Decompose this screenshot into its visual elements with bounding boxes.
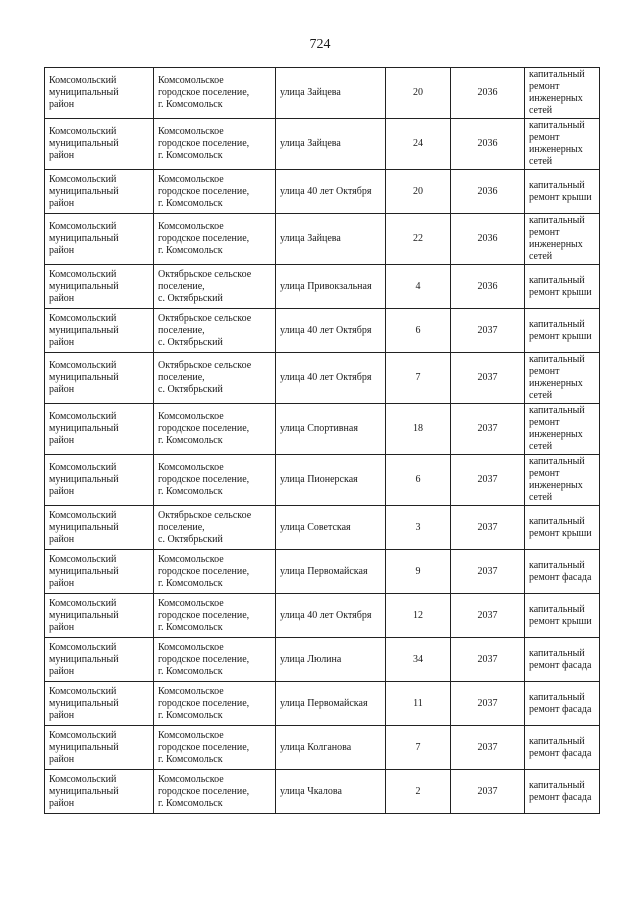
street-cell: улица Чкалова [276, 770, 386, 814]
street-cell: улица 40 лет Октября [276, 353, 386, 404]
house-number-cell: 6 [386, 309, 451, 353]
house-number-cell: 22 [386, 214, 451, 265]
year-cell: 2037 [451, 770, 525, 814]
year-cell: 2037 [451, 404, 525, 455]
street-cell: улица Зайцева [276, 119, 386, 170]
district-cell: Комсомольский муниципальный район [45, 170, 154, 214]
table-row [45, 68, 600, 119]
district-cell: Комсомольский муниципальный район [45, 594, 154, 638]
year-cell: 2036 [451, 170, 525, 214]
settlement-cell: Комсомольское городское поселение, г. Комсомольск [154, 594, 276, 638]
work-type-cell: капитальный ремонт инженерных сетей [525, 353, 600, 404]
year-cell: 2036 [451, 265, 525, 309]
year-cell: 2037 [451, 309, 525, 353]
settlement-cell: Комсомольское городское поселение, г. Комсомольск [154, 638, 276, 682]
table-row [45, 353, 600, 404]
district-cell: Комсомольский муниципальный район [45, 309, 154, 353]
year-cell: 2037 [451, 682, 525, 726]
settlement-cell: Комсомольское городское поселение, г. Комсомольск [154, 455, 276, 506]
table-body [45, 68, 600, 814]
year-cell: 2037 [451, 726, 525, 770]
house-number-cell: 6 [386, 455, 451, 506]
settlement-cell: Комсомольское городское поселение, г. Комсомольск [154, 68, 276, 119]
table-row [45, 119, 600, 170]
house-number-cell: 20 [386, 170, 451, 214]
table-row [45, 550, 600, 594]
settlement-cell: Комсомольское городское поселение, г. Комсомольск [154, 682, 276, 726]
work-type-cell: капитальный ремонт инженерных сетей [525, 404, 600, 455]
house-number-cell: 7 [386, 353, 451, 404]
district-cell: Комсомольский муниципальный район [45, 353, 154, 404]
street-cell: улица 40 лет Октября [276, 594, 386, 638]
table-row [45, 594, 600, 638]
year-cell: 2037 [451, 550, 525, 594]
settlement-cell: Октябрьское сельское поселение, с. Октябрьский [154, 506, 276, 550]
district-cell: Комсомольский муниципальный район [45, 455, 154, 506]
year-cell: 2037 [451, 455, 525, 506]
street-cell: улица 40 лет Октября [276, 170, 386, 214]
work-type-cell: капитальный ремонт крыши [525, 594, 600, 638]
street-cell: улица Первомайская [276, 682, 386, 726]
street-cell: улица Люлина [276, 638, 386, 682]
work-type-cell: капитальный ремонт фасада [525, 770, 600, 814]
street-cell: улица Пионерская [276, 455, 386, 506]
house-number-cell: 34 [386, 638, 451, 682]
street-cell: улица Колганова [276, 726, 386, 770]
district-cell: Комсомольский муниципальный район [45, 119, 154, 170]
district-cell: Комсомольский муниципальный район [45, 682, 154, 726]
table-row [45, 455, 600, 506]
table-row [45, 726, 600, 770]
street-cell: улица Зайцева [276, 68, 386, 119]
work-type-cell: капитальный ремонт фасада [525, 638, 600, 682]
work-type-cell: капитальный ремонт крыши [525, 506, 600, 550]
street-cell: улица Советская [276, 506, 386, 550]
street-cell: улица 40 лет Октября [276, 309, 386, 353]
settlement-cell: Октябрьское сельское поселение, с. Октябрьский [154, 353, 276, 404]
table-row [45, 770, 600, 814]
work-type-cell: капитальный ремонт крыши [525, 170, 600, 214]
house-number-cell: 18 [386, 404, 451, 455]
house-number-cell: 20 [386, 68, 451, 119]
year-cell: 2036 [451, 119, 525, 170]
street-cell: улица Зайцева [276, 214, 386, 265]
house-number-cell: 9 [386, 550, 451, 594]
street-cell: улица Привокзальная [276, 265, 386, 309]
work-type-cell: капитальный ремонт крыши [525, 309, 600, 353]
settlement-cell: Комсомольское городское поселение, г. Комсомольск [154, 770, 276, 814]
settlement-cell: Комсомольское городское поселение, г. Комсомольск [154, 550, 276, 594]
settlement-cell: Комсомольское городское поселение, г. Комсомольск [154, 214, 276, 265]
district-cell: Комсомольский муниципальный район [45, 265, 154, 309]
work-type-cell: капитальный ремонт фасада [525, 726, 600, 770]
year-cell: 2037 [451, 353, 525, 404]
street-cell: улица Спортивная [276, 404, 386, 455]
work-type-cell: капитальный ремонт крыши [525, 265, 600, 309]
work-type-cell: капитальный ремонт фасада [525, 682, 600, 726]
work-type-cell: капитальный ремонт фасада [525, 550, 600, 594]
year-cell: 2037 [451, 594, 525, 638]
work-type-cell: капитальный ремонт инженерных сетей [525, 68, 600, 119]
settlement-cell: Комсомольское городское поселение, г. Комсомольск [154, 170, 276, 214]
street-cell: улица Первомайская [276, 550, 386, 594]
house-number-cell: 24 [386, 119, 451, 170]
settlement-cell: Октябрьское сельское поселение, с. Октябрьский [154, 309, 276, 353]
table-row [45, 638, 600, 682]
work-type-cell: капитальный ремонт инженерных сетей [525, 455, 600, 506]
table-row [45, 214, 600, 265]
table-row [45, 404, 600, 455]
work-type-cell: капитальный ремонт инженерных сетей [525, 119, 600, 170]
settlement-cell: Комсомольское городское поселение, г. Комсомольск [154, 119, 276, 170]
district-cell: Комсомольский муниципальный район [45, 638, 154, 682]
house-number-cell: 7 [386, 726, 451, 770]
table-row [45, 309, 600, 353]
district-cell: Комсомольский муниципальный район [45, 68, 154, 119]
year-cell: 2036 [451, 214, 525, 265]
house-number-cell: 3 [386, 506, 451, 550]
repair-schedule-table [44, 67, 600, 814]
settlement-cell: Октябрьское сельское поселение, с. Октябрьский [154, 265, 276, 309]
district-cell: Комсомольский муниципальный район [45, 770, 154, 814]
settlement-cell: Комсомольское городское поселение, г. Комсомольск [154, 726, 276, 770]
table-row [45, 682, 600, 726]
table-row [45, 265, 600, 309]
house-number-cell: 12 [386, 594, 451, 638]
settlement-cell: Комсомольское городское поселение, г. Комсомольск [154, 404, 276, 455]
district-cell: Комсомольский муниципальный район [45, 214, 154, 265]
year-cell: 2037 [451, 506, 525, 550]
table-row [45, 506, 600, 550]
district-cell: Комсомольский муниципальный район [45, 404, 154, 455]
year-cell: 2037 [451, 638, 525, 682]
house-number-cell: 2 [386, 770, 451, 814]
district-cell: Комсомольский муниципальный район [45, 506, 154, 550]
district-cell: Комсомольский муниципальный район [45, 726, 154, 770]
house-number-cell: 4 [386, 265, 451, 309]
house-number-cell: 11 [386, 682, 451, 726]
year-cell: 2036 [451, 68, 525, 119]
table-row [45, 170, 600, 214]
district-cell: Комсомольский муниципальный район [45, 550, 154, 594]
page-number: 724 [309, 37, 331, 52]
work-type-cell: капитальный ремонт инженерных сетей [525, 214, 600, 265]
